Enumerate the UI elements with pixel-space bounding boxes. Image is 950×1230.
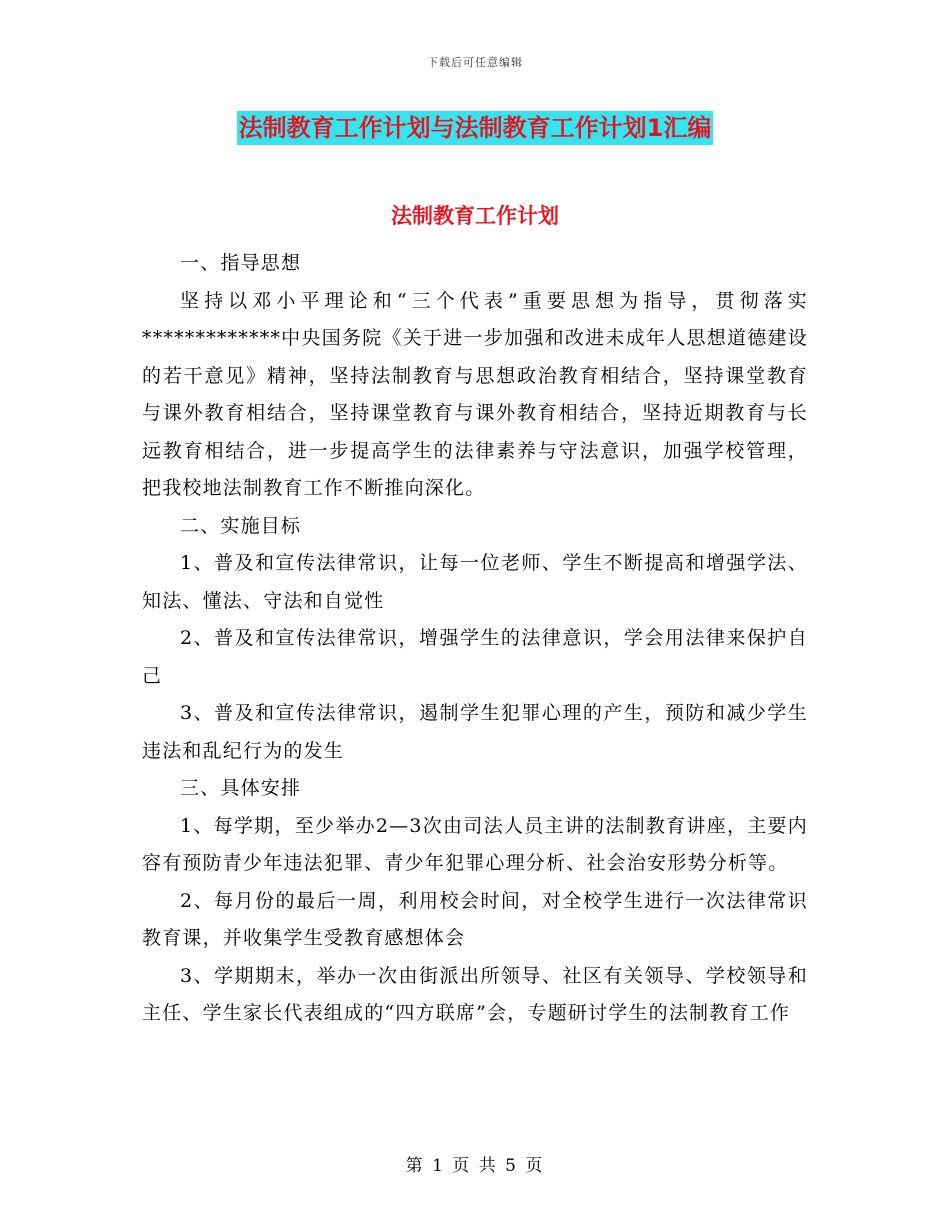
page-header-note: 下载后可任意编辑 <box>427 56 523 69</box>
page-number: 第 1 页 共 5 页 <box>405 1156 545 1176</box>
section-title: 法制教育工作计划 <box>391 204 559 228</box>
goal-item-2: 2、普及和宣传法律常识，增强学生的法律意识，学会用法律来保护自己 <box>142 627 808 687</box>
heading-guiding-ideology: 一、指导思想 <box>180 252 302 274</box>
goal-item-3: 3、普及和宣传法律常识，遏制学生犯罪心理的产生，预防和减少学生违法和乱纪行为的发生 <box>142 702 808 762</box>
heading-arrangements: 三、具体安排 <box>180 777 302 799</box>
heading-goals: 二、实施目标 <box>180 514 302 537</box>
paragraph-guiding-ideology: 坚持以邓小平理论和“三个代表”重要思想为指导，贯彻落实*************中央国务院《关于进一步加强和改进未成年人思想道德建设的若干意见》精神，坚持法制教育与思想政治教育相结合，坚持课堂教育与课外教育相结合，坚持课堂教育与课外教育相结合，坚持近期教育与长远教育相结合，进一步提高学生的法律素养与守法意识，加强学校管理，把我校地法制教育工作不断推向深化。 <box>142 289 808 499</box>
main-title-container <box>0 111 950 145</box>
arrangement-item-2: 2、每月份的最后一周，利用校会时间，对全校学生进行一次法律常识教育课，并收集学生受教育感想体会 <box>142 889 808 949</box>
arrangement-item-1: 1、每学期，至少举办2—3次由司法人员主讲的法制教育讲座，主要内容有预防青少年违法犯罪、青少年犯罪心理分析、社会治安形势分析等。 <box>142 814 808 874</box>
main-title: 法制教育工作计划与法制教育工作计划1汇编 <box>237 111 714 145</box>
document-body <box>142 245 808 1033</box>
goal-item-1: 1、普及和宣传法律常识，让每一位老师、学生不断提高和增强学法、知法、懂法、守法和自觉性 <box>142 552 808 612</box>
arrangement-item-3: 3、学期期末，举办一次由街派出所领导、社区有关领导、学校领导和主任、学生家长代表组成的“四方联席”会，专题研讨学生的法制教育工作 <box>142 964 808 1024</box>
